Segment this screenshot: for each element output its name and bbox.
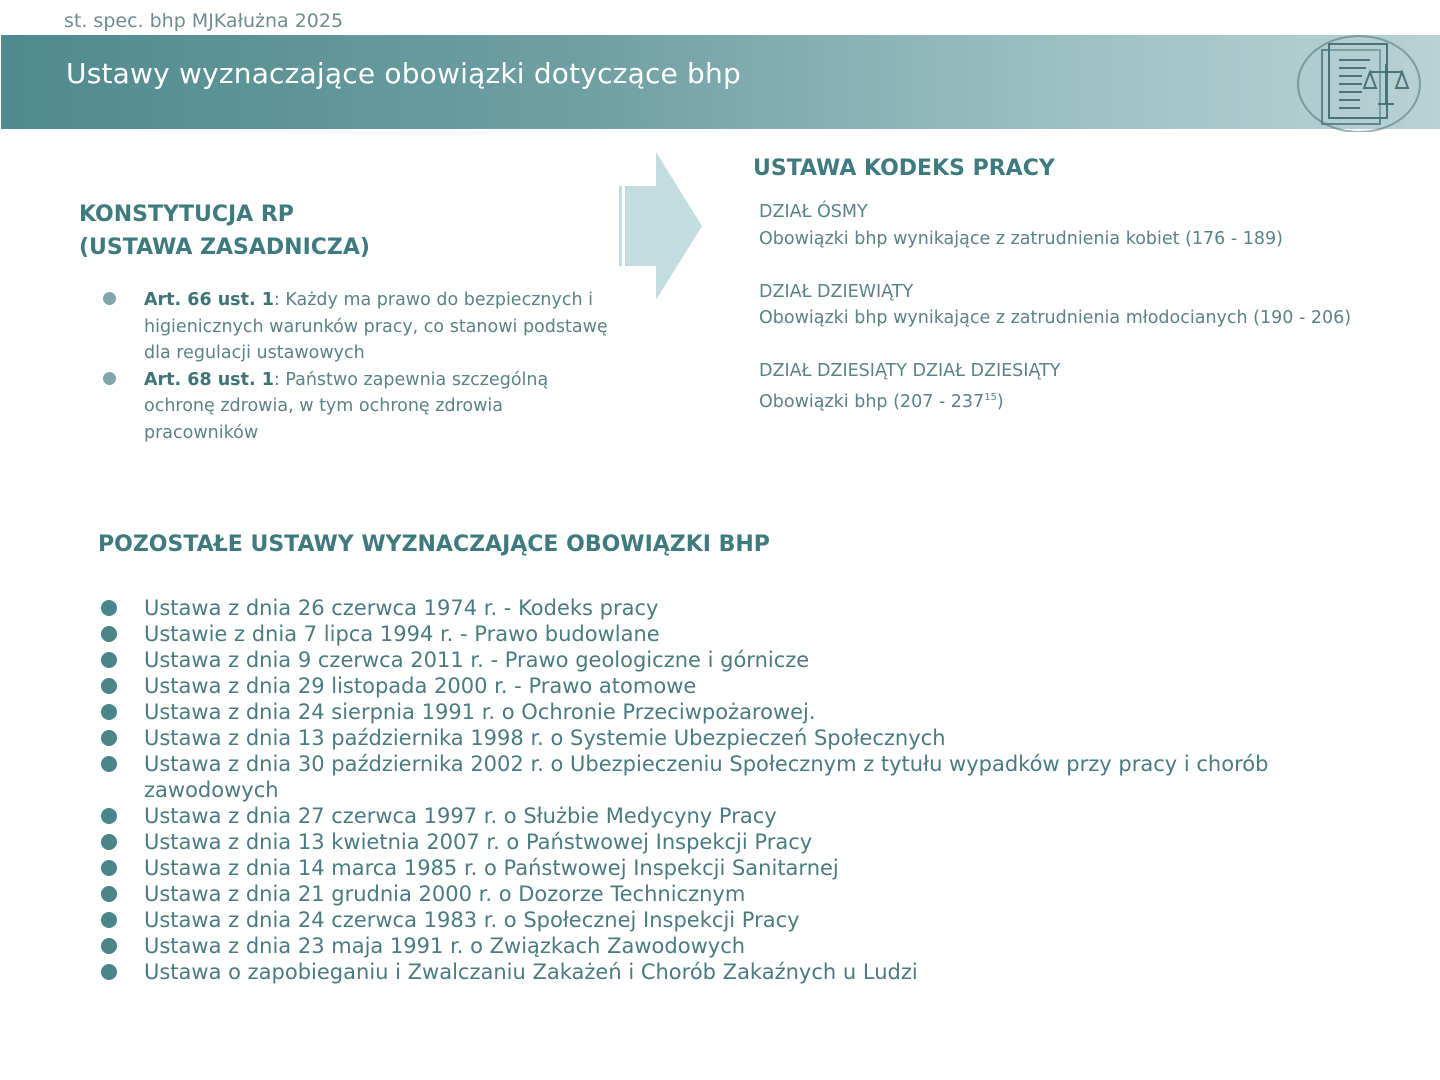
bullet-dot [101,834,117,850]
konstytucja-title-line2: (USTAWA ZASADNICZA) [79,235,370,260]
section-dzial-dziesiaty [759,358,1369,415]
article-ref: Art. 66 ust. 1 [144,290,274,310]
list-item: Ustawa o zapobieganiu i Zwalczaniu Zakażeń i Chorób Zakaźnych u Ludzi [100,959,1340,985]
bullet-dot [103,372,116,385]
section-heading: DZIAŁ DZIESIĄTY DZIAŁ DZIESIĄTY [759,361,1061,381]
konstytucja-heading [79,198,499,264]
bullet-dot [101,652,117,668]
legal-document-scales-icon [1290,34,1428,132]
section-heading: DZIAŁ ÓSMY [759,202,868,222]
article-ref: Art. 68 ust. 1 [144,369,274,390]
list-item: Ustawa z dnia 13 kwietnia 2007 r. o Państwowej Inspekcji Pracy [100,829,1340,855]
list-item: Ustawie z dnia 7 lipca 1994 r. - Prawo budowlane [100,621,1340,647]
list-item: Ustawa z dnia 24 sierpnia 1991 r. o Ochronie Przeciwpożarowej. [100,699,1340,725]
list-item [100,367,620,447]
list-item: Ustawa z dnia 29 listopada 2000 r. - Prawo atomowe [100,673,1340,699]
section-text: Obowiązki bhp $(207 - 237^{15})$ [759,391,1004,412]
bullet-dot [101,626,117,642]
list-item: Ustawa z dnia 13 października 1998 r. o Systemie Ubezpieczeń Społecznych [100,725,1340,751]
list-item: Ustawa z dnia 9 czerwca 2011 r. - Prawo geologiczne i górnicze [100,647,1340,673]
bullet-dot [103,292,116,305]
footnote-superscript: 15 [984,391,997,403]
bullet-dot [101,678,117,694]
article-text: : Każdy ma prawo do bezpiecznych i higienicznych warunków pracy, co stanowi podstawę dla regulacji ustawowych [144,290,608,363]
bullet-dot [101,860,117,876]
section-text: Obowiązki bhp wynikające z zatrudnienia młodocianych (190 - 206) [759,308,1352,328]
list-item: Ustawa z dnia 14 marca 1985 r. o Państwowej Inspekcji Sanitarnej [100,855,1340,881]
section-dzial-osmy [759,199,1369,252]
section-dzial-dziewiaty [759,279,1369,332]
bullet-dot [101,704,117,720]
konstytucja-title-line1: KONSTYTUCJA RP [79,202,294,227]
list-item [100,287,620,367]
list-item: Ustawa z dnia 30 października 2002 r. o Ubezpieczeniu Społecznym z tytułu wypadków przy pracy i chorób zawodowych [100,751,1340,803]
bullet-dot [101,938,117,954]
section-heading: DZIAŁ DZIEWIĄTY [759,281,914,302]
page-title: Ustawy wyznaczające obowiązki dotyczące bhp [66,57,741,90]
bullet-dot [101,600,117,616]
list-item: Ustawa z dnia 23 maja 1991 r. o Związkach Zawodowych [100,933,1340,959]
bullet-dot [101,756,117,772]
konstytucja-articles-list [100,287,620,446]
kodeks-pracy-heading: USTAWA KODEKS PRACY [753,156,1055,181]
section-text: Obowiązki bhp wynikające z zatrudnienia kobiet (176 - 189) [759,228,1283,249]
list-item: Ustawa z dnia 21 grudnia 2000 r. o Dozorze Technicznym [100,881,1340,907]
bullet-dot [101,886,117,902]
list-item: Ustawa z dnia 24 czerwca 1983 r. o Społecznej Inspekcji Pracy [100,907,1340,933]
article-text: : Państwo zapewnia szczególną ochronę zdrowia, w tym ochronę zdrowia pracowników [144,369,549,443]
bullet-dot [101,730,117,746]
bullet-dot [101,912,117,928]
bullet-dot [101,808,117,824]
right-arrow-icon [612,150,704,302]
kodeks-pracy-sections [759,199,1369,441]
list-item: Ustawa z dnia 26 czerwca 1974 r. - Kodeks pracy [100,595,1340,621]
pozostale-heading: POZOSTAŁE USTAWY WYZNACZAJĄCE OBOWIĄZKI BHP [98,532,770,557]
bullet-dot [101,964,117,980]
author-label: st. spec. bhp MJKałużna 2025 [64,10,344,32]
pozostale-laws-list [100,595,1340,985]
list-item: Ustawa z dnia 27 czerwca 1997 r. o Służbie Medycyny Pracy [100,803,1340,829]
